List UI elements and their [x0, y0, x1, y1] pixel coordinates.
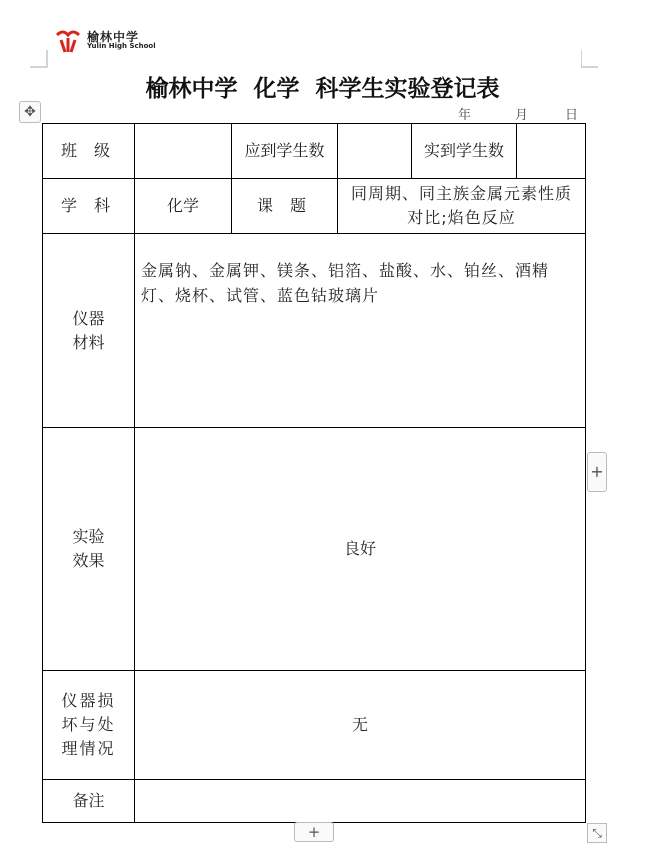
registration-table	[42, 123, 586, 823]
date-month-label: 月	[515, 108, 529, 123]
actual-students-label: 实到学生数	[412, 124, 517, 179]
add-row-button[interactable]: +	[294, 822, 334, 842]
topic-value-cell[interactable]: 同周期、同主族金属元素性质对比;焰色反应	[338, 179, 586, 234]
expected-students-cell[interactable]	[338, 124, 412, 179]
table-move-handle-icon[interactable]: ✥	[19, 101, 41, 123]
table-row	[43, 124, 586, 179]
table-row	[43, 671, 586, 780]
materials-value-cell[interactable]: 金属钠、金属钾、镁条、铝箔、盐酸、水、铂丝、酒精灯、烧杯、试管、蓝色钴玻璃片	[135, 234, 586, 428]
effect-label: 实验效果	[43, 428, 135, 671]
expected-students-label: 应到学生数	[232, 124, 338, 179]
logo-emblem-icon	[54, 26, 82, 54]
notes-label: 备注	[43, 780, 135, 823]
damage-value-cell[interactable]: 无	[135, 671, 586, 780]
date-day-label: 日	[565, 108, 579, 123]
subject-value-cell[interactable]: 化学	[135, 179, 232, 234]
table-row	[43, 234, 586, 428]
class-value-cell[interactable]	[135, 124, 232, 179]
add-column-button[interactable]: +	[587, 452, 607, 492]
date-year-label: 年	[458, 108, 472, 123]
table-row	[43, 179, 586, 234]
class-label: 班 级	[43, 124, 135, 179]
topic-label: 课 题	[232, 179, 338, 234]
materials-label: 仪器材料	[43, 234, 135, 428]
table-row	[43, 780, 586, 823]
page-title: 榆林中学 化学 科学生实验登记表	[145, 76, 500, 102]
table-row	[43, 428, 586, 671]
page-corner-mark	[581, 50, 599, 68]
damage-label: 仪器损坏与处理情况	[43, 671, 135, 780]
effect-value-cell[interactable]: 良好	[135, 428, 586, 671]
logo-text-cn: 榆林中学	[87, 30, 140, 44]
subject-label: 学 科	[43, 179, 135, 234]
actual-students-cell[interactable]	[517, 124, 586, 179]
logo-text-en: Yulin High School	[87, 42, 156, 50]
table-resize-icon[interactable]: ⤡	[587, 823, 607, 843]
notes-value-cell[interactable]	[135, 780, 586, 823]
page-corner-mark	[30, 50, 48, 68]
school-logo	[54, 26, 164, 54]
